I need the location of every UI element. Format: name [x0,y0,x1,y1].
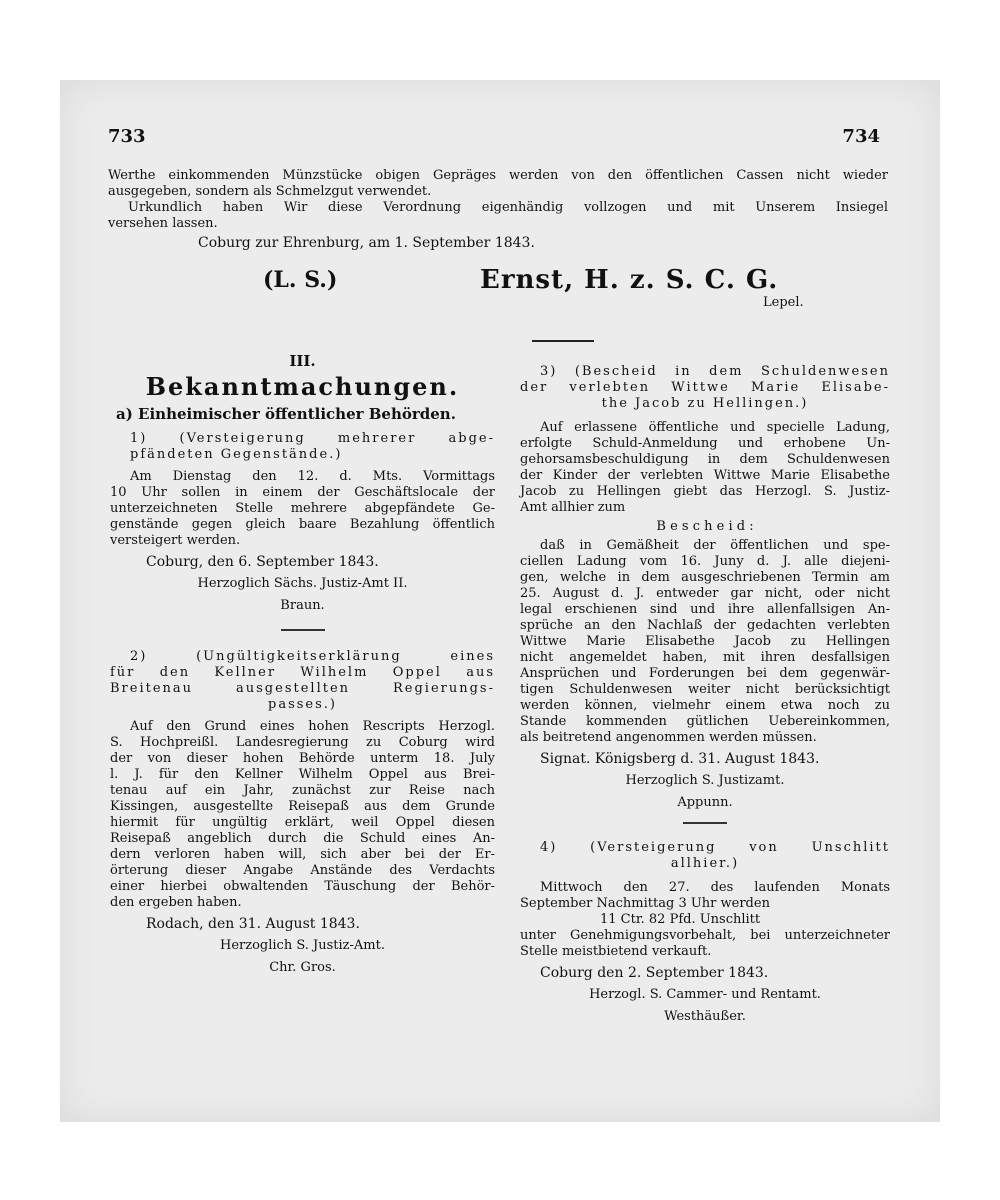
notice-line: tenau auf ein Jahr, zunächst zur Reise nach [110,783,495,798]
decree-line: nicht angemeldet haben, mit ihren desfallsigen [520,650,890,665]
page-number-right: 734 [842,126,880,147]
notice-signer: Chr. Gros. [269,960,336,975]
notice-4 [520,840,890,1026]
notice-title: 1) (Versteigerung mehrerer abge- [130,431,495,446]
notice-line: den ergeben haben. [110,895,242,910]
separator [683,822,727,824]
notice-place-date: Coburg, den 6. September 1843. [146,554,379,570]
notice-line: Amt allhier zum [520,500,626,515]
notice-title: the Jacob zu Hellingen.) [601,396,809,411]
decree-line: gen, welche in dem ausgeschriebenen Termin am [520,570,890,585]
decree-line: als beitretend angenommen werden müssen. [520,730,817,745]
notice-line: unterzeichneten Stelle mehrere abgepfändete Ge- [110,501,495,516]
notice-line: Auf erlassene öffentliche und specielle Ladung, [540,420,890,435]
decree-line: tigen Schuldenwesen weiter nicht berücksichtigt [520,682,890,697]
notice-place-date: Coburg den 2. September 1843. [540,965,769,981]
notice-title: 2) (Ungültigkeitserklärung eines [130,649,495,664]
notice-line: der Kinder der verlebten Wittwe Marie Elisabethe [520,468,890,483]
notice-line: Auf den Grund eines hohen Rescripts Herzogl. [130,719,495,734]
section-subheading: a) Einheimischer öffentlicher Behörden. [116,405,456,423]
notice-line: 11 Ctr. 82 Pfd. Unschlitt [600,912,761,927]
separator [281,629,325,631]
notice-2 [110,649,495,977]
notice-title: der verlebten Wittwe Marie Elisabe- [520,380,890,395]
notice-line: versteigert werden. [110,533,241,548]
minister-signature: Lepel. [763,295,804,310]
decree-line: daß in Gemäßheit der öffentlichen und spe- [540,538,890,553]
notice-title: pfändeten Gegenstände.) [130,447,343,462]
notice-line: einer hierbei obwaltenden Täuschung der Behör- [110,879,495,894]
ruler-signature: Ernst, H. z. S. C. G. [480,265,779,295]
notice-title: 4) (Versteigerung von Unschlitt [540,840,890,855]
decree-line: werden können, vielmehr einem etwa noch zu [520,698,890,713]
notice-3 [520,364,890,812]
notice-title: passes.) [268,697,337,712]
decree-line: Stande kommenden gütlichen Uebereinkommen, [520,714,890,729]
top-line: Urkundlich haben Wir diese Verordnung eigenhändig vollzogen und mit Unserem Insiegel [128,200,888,215]
notice-line: l. J. für den Kellner Wilhelm Oppel aus Brei- [110,767,495,782]
top-line: ausgegeben, sondern als Schmelzgut verwendet. [108,184,432,199]
notice-line: September Nachmittag 3 Uhr werden [520,896,770,911]
notice-line: genstände gegen gleich baare Bezahlung öffentlich [110,517,495,532]
top-line: Werthe einkommenden Münzstücke obigen Gepräges werden von den öffentlichen Cassen nicht wieder [108,168,888,183]
decree-line: Ansprüchen und Forderungen bei dem gegenwär- [520,666,890,681]
signature-row [108,265,888,310]
notice-authority: Herzoglich S. Justizamt. [625,773,785,788]
notice-line: unter Genehmigungsvorbehalt, bei unterzeichneter [520,928,890,943]
notice-title: 3) (Bescheid in dem Schuldenwesen [540,364,890,379]
notice-line: Kissingen, ausgestellte Reisepaß aus dem Grunde [110,799,495,814]
notice-place-date: Rodach, den 31. August 1843. [146,916,360,932]
notice-line: erfolgte Schuld-Anmeldung und erhobene Un- [520,436,890,451]
decree-line: 25. August d. J. entweder gar nicht, oder nicht [520,586,890,601]
seal-mark: (L. S.) [263,267,338,293]
separator [532,340,594,342]
date-line: Coburg zur Ehrenburg, am 1. September 1843. [198,235,535,251]
notice-authority: Herzogl. S. Cammer- und Rentamt. [589,987,821,1002]
document-page [60,80,940,1122]
top-line: versehen lassen. [108,216,218,231]
notice-line: örterung dieser Angabe Anstände des Verdachts [110,863,495,878]
notice-signer: Appunn. [677,795,733,810]
notice-line: Stelle meistbietend verkauft. [520,944,712,959]
notice-place-date: Signat. Königsberg d. 31. August 1843. [540,751,820,767]
notice-line: dern verloren haben will, sich aber bei der Er- [110,847,495,862]
top-paragraph [108,168,888,251]
notice-signer: Westhäußer. [664,1009,746,1024]
notice-title: allhier.) [670,856,740,871]
right-column [520,352,890,1030]
notice-line: hiermit für ungültig erklärt, weil Oppel diesen [110,815,495,830]
notice-authority: Herzoglich Sächs. Justiz-Amt II. [197,576,408,591]
left-column [110,352,495,981]
decree-line: legal erschienen sind und ihre allenfallsigen An- [520,602,890,617]
decree-line: Wittwe Marie Elisabethe Jacob zu Hellingen [520,634,890,649]
decree-line: sprüche an den Nachlaß der gedachten verlebten [520,618,890,633]
notice-line: Jacob zu Hellingen giebt das Herzogl. S. Justiz- [520,484,890,499]
notice-title: Breitenau ausgestellten Regierungs- [110,681,495,696]
decree-line: ciellen Ladung vom 16. Juny d. J. alle diejeni- [520,554,890,569]
notice-line: der von dieser hohen Behörde unterm 18. July [110,751,495,766]
section-numeral: III. [289,352,316,370]
notice-signer: Braun. [280,598,325,613]
notice-authority: Herzoglich S. Justiz-Amt. [219,938,385,953]
notice-line: S. Hochpreißl. Landesregierung zu Coburg wird [110,735,495,750]
notice-line: 10 Uhr sollen in einem der Geschäftslocale der [110,485,495,500]
page-number-left: 733 [108,126,146,147]
notice-line: gehorsamsbeschuldigung in dem Schuldenwesen [520,452,890,467]
section-heading: Bekanntmachungen. [145,372,460,401]
notice-line: Mittwoch den 27. des laufenden Monats [540,880,890,895]
notice-line: Reisepaß angeblich durch die Schuld eines An- [110,831,495,846]
decree-word: B e s c h e i d : [656,519,754,534]
notice-title: für den Kellner Wilhelm Oppel aus [110,665,495,680]
notice-line: Am Dienstag den 12. d. Mts. Vormittags [130,469,495,484]
notice-1 [110,431,495,615]
